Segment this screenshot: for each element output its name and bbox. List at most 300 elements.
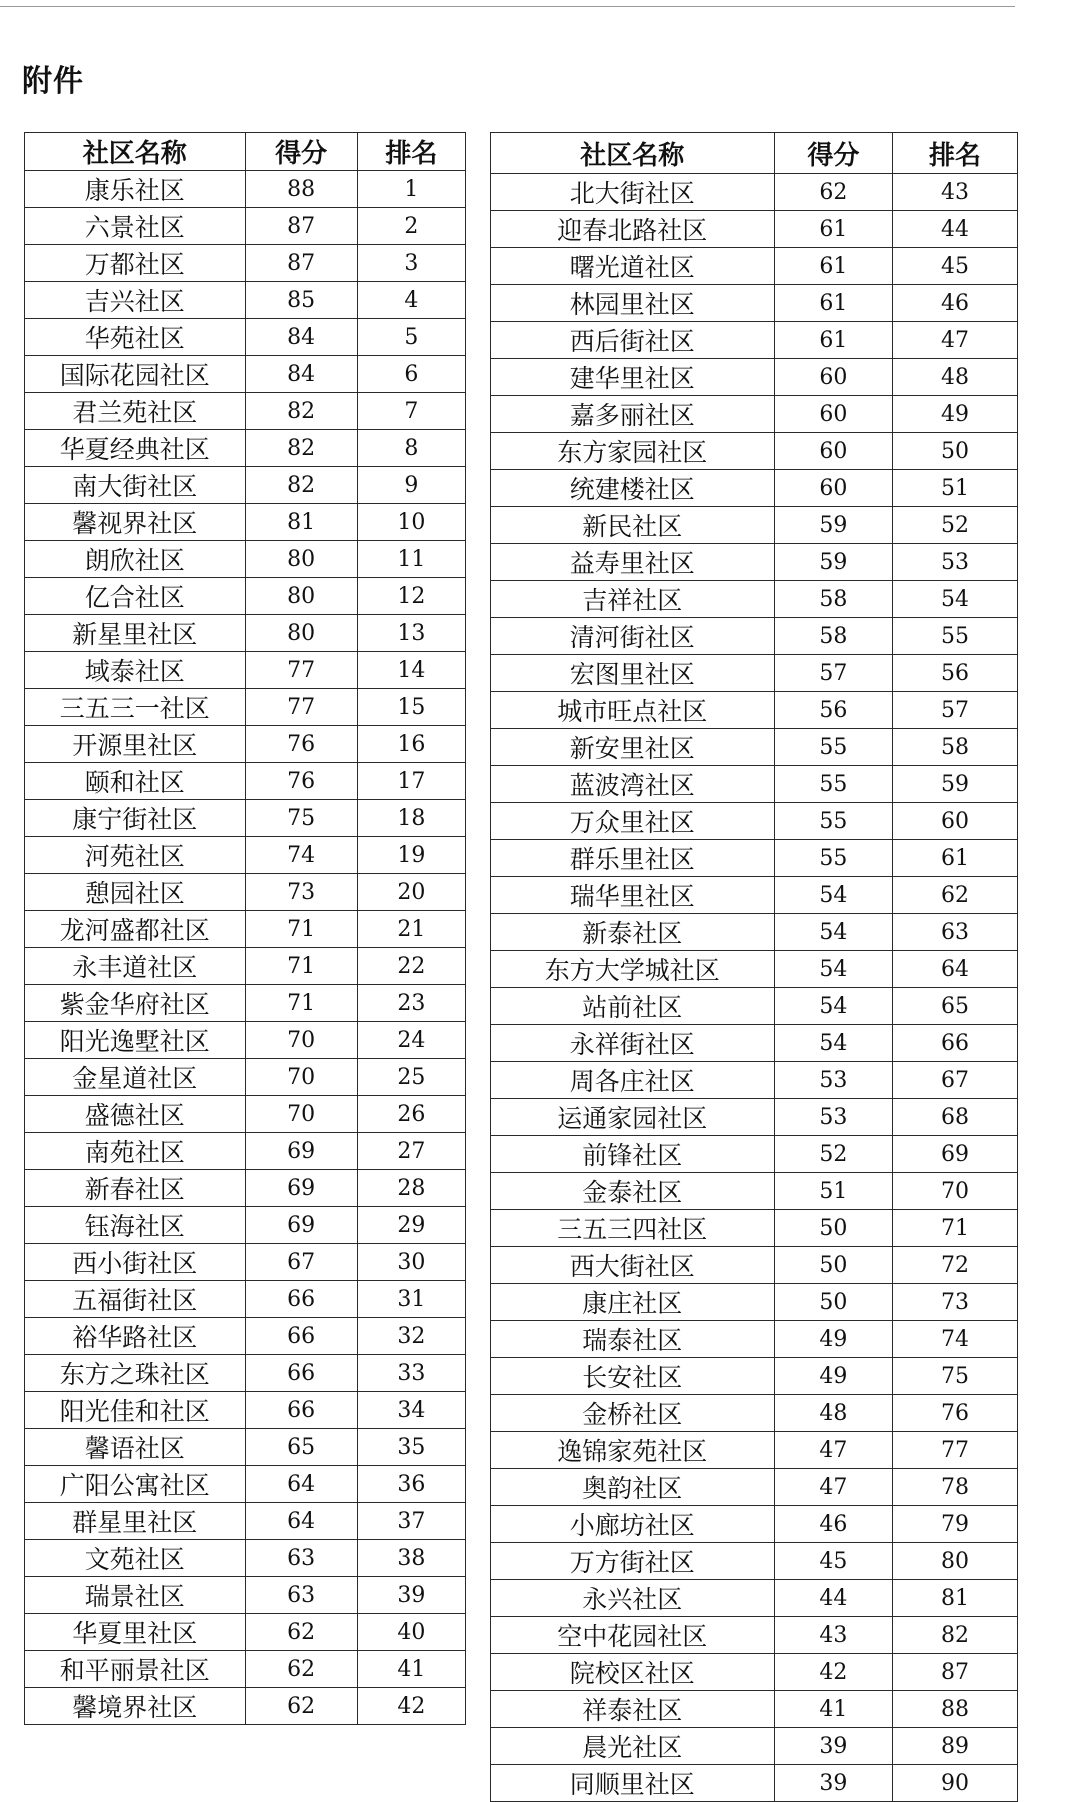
- community-name-cell: 新星里社区: [25, 615, 246, 652]
- community-name-cell: 和平丽景社区: [25, 1651, 246, 1688]
- table-row: [491, 1062, 1018, 1099]
- score-cell: 70: [245, 1096, 357, 1133]
- community-name-cell: 清河街社区: [491, 618, 775, 655]
- rank-cell: 69: [893, 1136, 1018, 1173]
- community-name-cell: 永丰道社区: [25, 948, 246, 985]
- rank-cell: 47: [893, 322, 1018, 359]
- score-cell: 60: [774, 470, 893, 507]
- community-name-cell: 永兴社区: [491, 1580, 775, 1617]
- table-row: [25, 1503, 466, 1540]
- score-cell: 71: [245, 911, 357, 948]
- table-row: [491, 1247, 1018, 1284]
- rank-cell: 55: [893, 618, 1018, 655]
- rank-cell: 73: [893, 1284, 1018, 1321]
- score-cell: 55: [774, 803, 893, 840]
- rank-cell: 43: [893, 174, 1018, 211]
- rank-cell: 22: [357, 948, 465, 985]
- community-name-cell: 华夏经典社区: [25, 430, 246, 467]
- score-cell: 61: [774, 211, 893, 248]
- score-cell: 64: [245, 1503, 357, 1540]
- table-row: [25, 1318, 466, 1355]
- score-cell: 62: [245, 1614, 357, 1651]
- community-name-cell: 周各庄社区: [491, 1062, 775, 1099]
- header-row: [491, 133, 1018, 174]
- score-cell: 87: [245, 245, 357, 282]
- table-row: [491, 655, 1018, 692]
- community-name-cell: 东方之珠社区: [25, 1355, 246, 1392]
- community-name-cell: 华苑社区: [25, 319, 246, 356]
- score-cell: 85: [245, 282, 357, 319]
- score-cell: 77: [245, 652, 357, 689]
- rank-cell: 79: [893, 1506, 1018, 1543]
- table-row: [25, 763, 466, 800]
- community-name-cell: 晨光社区: [491, 1728, 775, 1765]
- community-name-cell: 河苑社区: [25, 837, 246, 874]
- table-row: [25, 319, 466, 356]
- community-name-cell: 西后街社区: [491, 322, 775, 359]
- score-cell: 80: [245, 615, 357, 652]
- rank-cell: 82: [893, 1617, 1018, 1654]
- table-row: [491, 1210, 1018, 1247]
- score-cell: 69: [245, 1207, 357, 1244]
- table-row: [491, 433, 1018, 470]
- score-cell: 84: [245, 356, 357, 393]
- table-row: [25, 1540, 466, 1577]
- score-cell: 87: [245, 208, 357, 245]
- score-cell: 63: [245, 1540, 357, 1577]
- rank-cell: 36: [357, 1466, 465, 1503]
- rank-cell: 56: [893, 655, 1018, 692]
- rank-cell: 61: [893, 840, 1018, 877]
- rank-cell: 88: [893, 1691, 1018, 1728]
- rank-cell: 87: [893, 1654, 1018, 1691]
- score-cell: 61: [774, 322, 893, 359]
- community-name-cell: 颐和社区: [25, 763, 246, 800]
- rank-cell: 59: [893, 766, 1018, 803]
- score-cell: 46: [774, 1506, 893, 1543]
- column-header-name: 社区名称: [491, 133, 775, 174]
- column-header-rank: 排名: [893, 133, 1018, 174]
- ranking-table-left: [24, 132, 466, 1725]
- community-name-cell: 万众里社区: [491, 803, 775, 840]
- score-cell: 54: [774, 1025, 893, 1062]
- rank-cell: 49: [893, 396, 1018, 433]
- table-row: [25, 1022, 466, 1059]
- community-name-cell: 新春社区: [25, 1170, 246, 1207]
- community-name-cell: 永祥街社区: [491, 1025, 775, 1062]
- table-row: [25, 1651, 466, 1688]
- rank-cell: 35: [357, 1429, 465, 1466]
- score-cell: 39: [774, 1728, 893, 1765]
- rank-cell: 44: [893, 211, 1018, 248]
- rank-cell: 15: [357, 689, 465, 726]
- table-row: [491, 1654, 1018, 1691]
- community-name-cell: 长安社区: [491, 1358, 775, 1395]
- table-row: [491, 322, 1018, 359]
- community-name-cell: 林园里社区: [491, 285, 775, 322]
- table-row: [491, 1358, 1018, 1395]
- table-row: [25, 911, 466, 948]
- rank-cell: 1: [357, 171, 465, 208]
- table-row: [25, 1170, 466, 1207]
- community-name-cell: 新泰社区: [491, 914, 775, 951]
- rank-cell: 76: [893, 1395, 1018, 1432]
- community-name-cell: 钰海社区: [25, 1207, 246, 1244]
- rank-cell: 48: [893, 359, 1018, 396]
- score-cell: 47: [774, 1469, 893, 1506]
- score-cell: 54: [774, 914, 893, 951]
- score-cell: 52: [774, 1136, 893, 1173]
- table-row: [25, 282, 466, 319]
- community-name-cell: 裕华路社区: [25, 1318, 246, 1355]
- table-row: [491, 1432, 1018, 1469]
- score-cell: 49: [774, 1358, 893, 1395]
- table-row: [25, 1614, 466, 1651]
- community-name-cell: 院校区社区: [491, 1654, 775, 1691]
- score-cell: 76: [245, 726, 357, 763]
- score-cell: 61: [774, 248, 893, 285]
- score-cell: 70: [245, 1022, 357, 1059]
- community-name-cell: 北大街社区: [491, 174, 775, 211]
- table-row: [25, 1466, 466, 1503]
- score-cell: 67: [245, 1244, 357, 1281]
- table-row: [491, 1691, 1018, 1728]
- community-name-cell: 前锋社区: [491, 1136, 775, 1173]
- rank-cell: 75: [893, 1358, 1018, 1395]
- table-row: [491, 840, 1018, 877]
- score-cell: 80: [245, 541, 357, 578]
- rank-cell: 24: [357, 1022, 465, 1059]
- rank-cell: 71: [893, 1210, 1018, 1247]
- rank-cell: 6: [357, 356, 465, 393]
- rank-cell: 74: [893, 1321, 1018, 1358]
- score-cell: 82: [245, 467, 357, 504]
- score-cell: 54: [774, 951, 893, 988]
- ranking-table-right: [490, 132, 1018, 1802]
- rank-cell: 5: [357, 319, 465, 356]
- page-title: 附件: [22, 64, 84, 99]
- table-row: [491, 1543, 1018, 1580]
- table-row: [491, 1284, 1018, 1321]
- score-cell: 66: [245, 1392, 357, 1429]
- score-cell: 45: [774, 1543, 893, 1580]
- score-cell: 50: [774, 1210, 893, 1247]
- rank-cell: 25: [357, 1059, 465, 1096]
- community-name-cell: 西大街社区: [491, 1247, 775, 1284]
- rank-cell: 63: [893, 914, 1018, 951]
- table-row: [491, 1580, 1018, 1617]
- table-row: [25, 948, 466, 985]
- community-name-cell: 华夏里社区: [25, 1614, 246, 1651]
- table-row: [25, 467, 466, 504]
- table-row: [491, 470, 1018, 507]
- community-name-cell: 康乐社区: [25, 171, 246, 208]
- score-cell: 70: [245, 1059, 357, 1096]
- score-cell: 58: [774, 618, 893, 655]
- community-name-cell: 东方家园社区: [491, 433, 775, 470]
- community-name-cell: 六景社区: [25, 208, 246, 245]
- community-name-cell: 康宁街社区: [25, 800, 246, 837]
- score-cell: 60: [774, 433, 893, 470]
- table-row: [491, 1136, 1018, 1173]
- community-name-cell: 同顺里社区: [491, 1765, 775, 1802]
- score-cell: 48: [774, 1395, 893, 1432]
- table-row: [25, 1392, 466, 1429]
- score-cell: 50: [774, 1284, 893, 1321]
- score-cell: 62: [245, 1688, 357, 1725]
- rank-cell: 45: [893, 248, 1018, 285]
- community-name-cell: 宏图里社区: [491, 655, 775, 692]
- score-cell: 71: [245, 948, 357, 985]
- score-cell: 53: [774, 1062, 893, 1099]
- score-cell: 66: [245, 1355, 357, 1392]
- score-cell: 50: [774, 1247, 893, 1284]
- community-name-cell: 祥泰社区: [491, 1691, 775, 1728]
- rank-cell: 18: [357, 800, 465, 837]
- table-row: [25, 837, 466, 874]
- score-cell: 43: [774, 1617, 893, 1654]
- score-cell: 63: [245, 1577, 357, 1614]
- score-cell: 73: [245, 874, 357, 911]
- table-row: [491, 211, 1018, 248]
- rank-cell: 32: [357, 1318, 465, 1355]
- table-row: [25, 393, 466, 430]
- community-name-cell: 康庄社区: [491, 1284, 775, 1321]
- rank-cell: 8: [357, 430, 465, 467]
- rank-cell: 16: [357, 726, 465, 763]
- community-name-cell: 益寿里社区: [491, 544, 775, 581]
- rank-cell: 64: [893, 951, 1018, 988]
- table-row: [491, 1173, 1018, 1210]
- table-row: [491, 951, 1018, 988]
- score-cell: 55: [774, 729, 893, 766]
- rank-cell: 65: [893, 988, 1018, 1025]
- community-name-cell: 群星里社区: [25, 1503, 246, 1540]
- table-row: [25, 171, 466, 208]
- rank-cell: 62: [893, 877, 1018, 914]
- table-row: [491, 581, 1018, 618]
- table-row: [25, 541, 466, 578]
- community-name-cell: 紫金华府社区: [25, 985, 246, 1022]
- table-row: [491, 1765, 1018, 1802]
- score-cell: 60: [774, 359, 893, 396]
- community-name-cell: 憩园社区: [25, 874, 246, 911]
- community-name-cell: 迎春北路社区: [491, 211, 775, 248]
- score-cell: 42: [774, 1654, 893, 1691]
- score-cell: 44: [774, 1580, 893, 1617]
- rank-cell: 20: [357, 874, 465, 911]
- table-row: [491, 396, 1018, 433]
- community-name-cell: 空中花园社区: [491, 1617, 775, 1654]
- rank-cell: 60: [893, 803, 1018, 840]
- table-row: [25, 1688, 466, 1725]
- community-name-cell: 新民社区: [491, 507, 775, 544]
- score-cell: 77: [245, 689, 357, 726]
- rank-cell: 7: [357, 393, 465, 430]
- rank-cell: 67: [893, 1062, 1018, 1099]
- column-header-score: 得分: [245, 133, 357, 171]
- rank-cell: 12: [357, 578, 465, 615]
- community-name-cell: 新安里社区: [491, 729, 775, 766]
- community-name-cell: 南大街社区: [25, 467, 246, 504]
- score-cell: 56: [774, 692, 893, 729]
- table-row: [25, 1244, 466, 1281]
- rank-cell: 39: [357, 1577, 465, 1614]
- rank-cell: 70: [893, 1173, 1018, 1210]
- score-cell: 47: [774, 1432, 893, 1469]
- community-name-cell: 吉兴社区: [25, 282, 246, 319]
- score-cell: 65: [245, 1429, 357, 1466]
- score-cell: 75: [245, 800, 357, 837]
- rank-cell: 23: [357, 985, 465, 1022]
- rank-cell: 37: [357, 1503, 465, 1540]
- community-name-cell: 逸锦家苑社区: [491, 1432, 775, 1469]
- rank-cell: 9: [357, 467, 465, 504]
- table-row: [25, 1207, 466, 1244]
- rank-cell: 31: [357, 1281, 465, 1318]
- rank-cell: 41: [357, 1651, 465, 1688]
- table-row: [25, 356, 466, 393]
- column-header-name: 社区名称: [25, 133, 246, 171]
- table-row: [491, 692, 1018, 729]
- table-row: [491, 1728, 1018, 1765]
- score-cell: 49: [774, 1321, 893, 1358]
- score-cell: 82: [245, 393, 357, 430]
- table-row: [25, 800, 466, 837]
- rank-cell: 50: [893, 433, 1018, 470]
- community-name-cell: 龙河盛都社区: [25, 911, 246, 948]
- table-row: [491, 1025, 1018, 1062]
- community-name-cell: 城市旺点社区: [491, 692, 775, 729]
- score-cell: 82: [245, 430, 357, 467]
- table-row: [25, 1577, 466, 1614]
- community-name-cell: 馨境界社区: [25, 1688, 246, 1725]
- score-cell: 62: [774, 174, 893, 211]
- score-cell: 53: [774, 1099, 893, 1136]
- rank-cell: 33: [357, 1355, 465, 1392]
- community-name-cell: 馨语社区: [25, 1429, 246, 1466]
- table-row: [25, 1355, 466, 1392]
- community-name-cell: 小廊坊社区: [491, 1506, 775, 1543]
- table-row: [25, 1059, 466, 1096]
- rank-cell: 10: [357, 504, 465, 541]
- rank-cell: 78: [893, 1469, 1018, 1506]
- column-header-score: 得分: [774, 133, 893, 174]
- table-row: [491, 1469, 1018, 1506]
- score-cell: 66: [245, 1281, 357, 1318]
- score-cell: 81: [245, 504, 357, 541]
- table-row: [491, 618, 1018, 655]
- rank-cell: 80: [893, 1543, 1018, 1580]
- community-name-cell: 三五三四社区: [491, 1210, 775, 1247]
- table-row: [491, 914, 1018, 951]
- score-cell: 54: [774, 988, 893, 1025]
- community-name-cell: 馨视界社区: [25, 504, 246, 541]
- score-cell: 41: [774, 1691, 893, 1728]
- rank-cell: 11: [357, 541, 465, 578]
- rank-cell: 29: [357, 1207, 465, 1244]
- score-cell: 71: [245, 985, 357, 1022]
- community-name-cell: 统建楼社区: [491, 470, 775, 507]
- rank-cell: 72: [893, 1247, 1018, 1284]
- community-name-cell: 国际花园社区: [25, 356, 246, 393]
- score-cell: 55: [774, 840, 893, 877]
- table-row: [25, 1281, 466, 1318]
- rank-cell: 66: [893, 1025, 1018, 1062]
- community-name-cell: 君兰苑社区: [25, 393, 246, 430]
- score-cell: 51: [774, 1173, 893, 1210]
- score-cell: 61: [774, 285, 893, 322]
- rank-cell: 51: [893, 470, 1018, 507]
- table-row: [491, 1395, 1018, 1432]
- community-name-cell: 金泰社区: [491, 1173, 775, 1210]
- community-name-cell: 嘉多丽社区: [491, 396, 775, 433]
- rank-cell: 52: [893, 507, 1018, 544]
- table-row: [25, 578, 466, 615]
- score-cell: 59: [774, 507, 893, 544]
- score-cell: 57: [774, 655, 893, 692]
- table-row: [25, 208, 466, 245]
- score-cell: 66: [245, 1318, 357, 1355]
- table-row: [25, 1429, 466, 1466]
- score-cell: 88: [245, 171, 357, 208]
- score-cell: 60: [774, 396, 893, 433]
- column-header-rank: 排名: [357, 133, 465, 171]
- community-name-cell: 开源里社区: [25, 726, 246, 763]
- table-row: [491, 507, 1018, 544]
- community-name-cell: 南苑社区: [25, 1133, 246, 1170]
- rank-cell: 2: [357, 208, 465, 245]
- rank-cell: 68: [893, 1099, 1018, 1136]
- rank-cell: 19: [357, 837, 465, 874]
- score-cell: 39: [774, 1765, 893, 1802]
- rank-cell: 34: [357, 1392, 465, 1429]
- rank-cell: 53: [893, 544, 1018, 581]
- table-row: [491, 729, 1018, 766]
- community-name-cell: 东方大学城社区: [491, 951, 775, 988]
- rank-cell: 4: [357, 282, 465, 319]
- table-row: [25, 1096, 466, 1133]
- score-cell: 55: [774, 766, 893, 803]
- rank-cell: 17: [357, 763, 465, 800]
- score-cell: 76: [245, 763, 357, 800]
- score-cell: 69: [245, 1170, 357, 1207]
- rank-cell: 14: [357, 652, 465, 689]
- community-name-cell: 运通家园社区: [491, 1099, 775, 1136]
- community-name-cell: 万都社区: [25, 245, 246, 282]
- score-cell: 84: [245, 319, 357, 356]
- rank-cell: 54: [893, 581, 1018, 618]
- community-name-cell: 广阳公寓社区: [25, 1466, 246, 1503]
- community-name-cell: 瑞泰社区: [491, 1321, 775, 1358]
- rank-cell: 42: [357, 1688, 465, 1725]
- community-name-cell: 蓝波湾社区: [491, 766, 775, 803]
- community-name-cell: 西小街社区: [25, 1244, 246, 1281]
- header-row: [25, 133, 466, 171]
- rank-cell: 57: [893, 692, 1018, 729]
- community-name-cell: 群乐里社区: [491, 840, 775, 877]
- community-name-cell: 万方街社区: [491, 1543, 775, 1580]
- community-name-cell: 金星道社区: [25, 1059, 246, 1096]
- table-row: [491, 1617, 1018, 1654]
- rank-cell: 30: [357, 1244, 465, 1281]
- community-name-cell: 吉祥社区: [491, 581, 775, 618]
- rank-cell: 58: [893, 729, 1018, 766]
- score-cell: 64: [245, 1466, 357, 1503]
- table-row: [25, 615, 466, 652]
- table-row: [491, 359, 1018, 396]
- community-name-cell: 朗欣社区: [25, 541, 246, 578]
